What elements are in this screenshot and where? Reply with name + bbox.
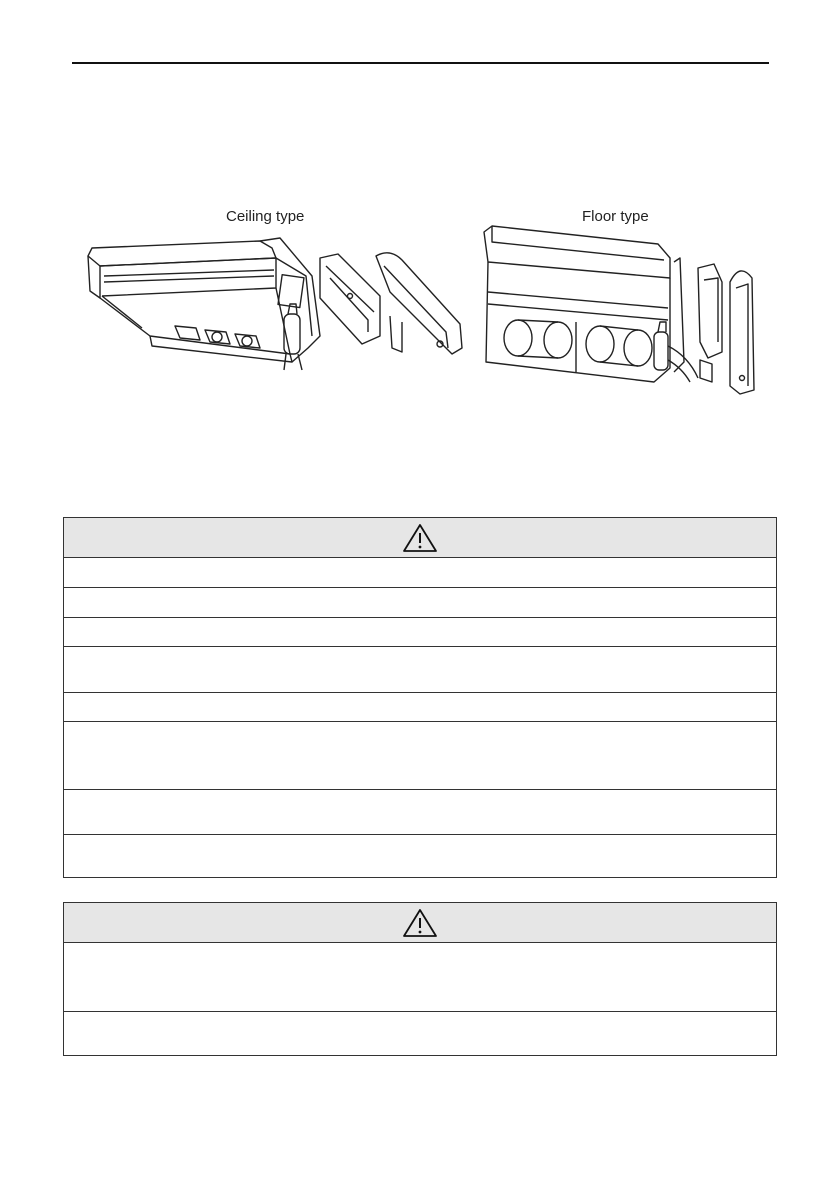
warning-triangle-icon [402, 908, 438, 938]
warning-triangle-icon [402, 523, 438, 553]
warning-row [64, 618, 776, 647]
warning-table-2 [63, 902, 777, 1056]
warning-header-2 [64, 903, 776, 943]
warning-row [64, 943, 776, 1012]
header-rule [72, 62, 769, 64]
ceiling-type-illustration [80, 236, 470, 411]
warning-row [64, 693, 776, 722]
warning-row [64, 588, 776, 618]
warning-row [64, 1012, 776, 1056]
warning-row [64, 790, 776, 835]
floor-type-illustration [478, 222, 778, 402]
warning-row [64, 835, 776, 879]
warning-row [64, 647, 776, 693]
warning-table-1 [63, 517, 777, 878]
warning-header-1 [64, 518, 776, 558]
floor-type-caption: Floor type [582, 208, 649, 225]
warning-row [64, 558, 776, 588]
ceiling-type-caption: Ceiling type [226, 208, 305, 225]
warning-row [64, 722, 776, 790]
